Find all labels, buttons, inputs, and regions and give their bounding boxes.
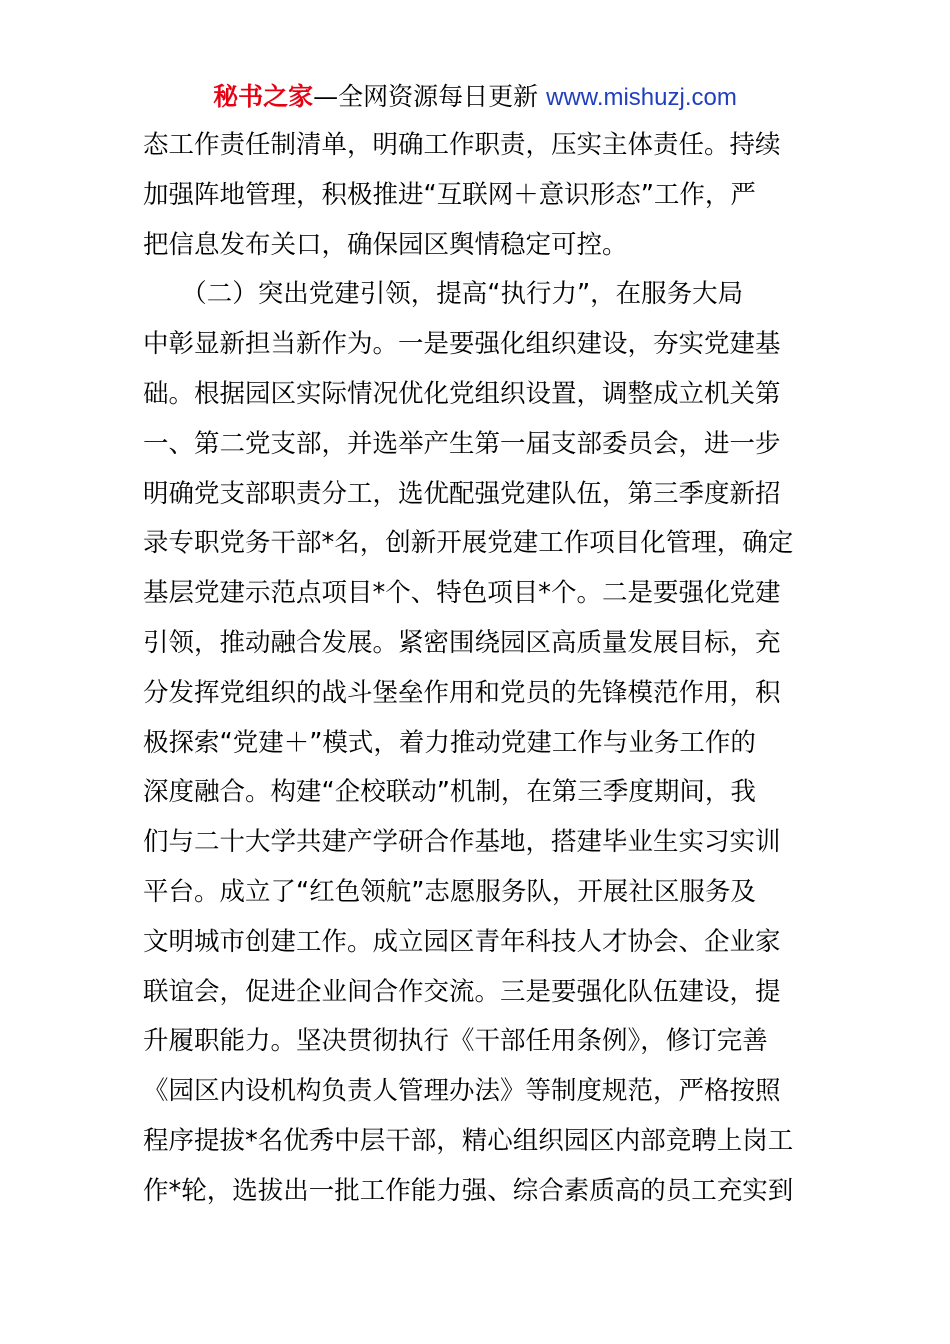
text-line: 中彰显新担当新作为。一是要强化组织建设，夯实党建基 — [143, 329, 781, 360]
text-line: 明确党支部职责分工，选优配强党建队伍，第三季度新招 — [143, 478, 781, 509]
text-line: 作*轮，选拔出一批工作能力强、综合素质高的员工充实到 — [143, 1175, 794, 1206]
text-line: 们与二十大学共建产学研合作基地，搭建毕业生实习实训 — [143, 827, 781, 858]
document-body — [143, 121, 823, 1217]
text-line: 加强阵地管理，积极推进“互联网＋意识形态”工作，严 — [143, 179, 756, 210]
site-tagline: —全网资源每日更新 — [313, 82, 539, 111]
text-line: 录专职党务干部*名，创新开展党建工作项目化管理，确定 — [143, 528, 794, 559]
text-line: 极探索“党建＋”模式，着力推动党建工作与业务工作的 — [143, 727, 756, 758]
site-brand: 秘书之家 — [213, 82, 314, 111]
text-line: 一、第二党支部，并选举产生第一届支部委员会，进一步 — [143, 428, 781, 459]
text-line: 态工作责任制清单，明确工作职责，压实主体责任。持续 — [143, 130, 781, 160]
text-line: 升履职能力。坚决贯彻执行《干部任用条例》，修订完善 — [143, 1026, 768, 1057]
site-url-link[interactable]: www.mishuzj.com — [546, 84, 737, 111]
text-line: 把信息发布关口，确保园区舆情稳定可控。 — [143, 229, 628, 260]
text-line: 平台。成立了“红色领航”志愿服务队，开展社区服务及 — [143, 876, 756, 907]
site-header — [0, 80, 950, 115]
text-line: 引领，推动融合发展。紧密围绕园区高质量发展目标，充 — [143, 627, 781, 658]
text-line: 础。根据园区实际情况优化党组织设置，调整成立机关第 — [143, 378, 781, 409]
text-line: 联谊会，促进企业间合作交流。三是要强化队伍建设，提 — [143, 976, 781, 1007]
text-line: 深度融合。构建“企校联动”机制，在第三季度期间，我 — [143, 777, 756, 808]
text-line: 文明城市创建工作。成立园区青年科技人才协会、企业家 — [143, 926, 781, 957]
text-line: 《园区内设机构负责人管理办法》等制度规范，严格按照 — [143, 1076, 781, 1107]
text-line: （二）突出党建引领，提高“执行力”，在服务大局 — [143, 279, 744, 310]
text-line: 分发挥党组织的战斗堡垒作用和党员的先锋模范作用，积 — [143, 677, 781, 708]
text-line: 基层党建示范点项目*个、特色项目*个。二是要强化党建 — [143, 578, 781, 609]
text-line: 程序提拔*名优秀中层干部，精心组织园区内部竞聘上岗工 — [143, 1125, 794, 1156]
